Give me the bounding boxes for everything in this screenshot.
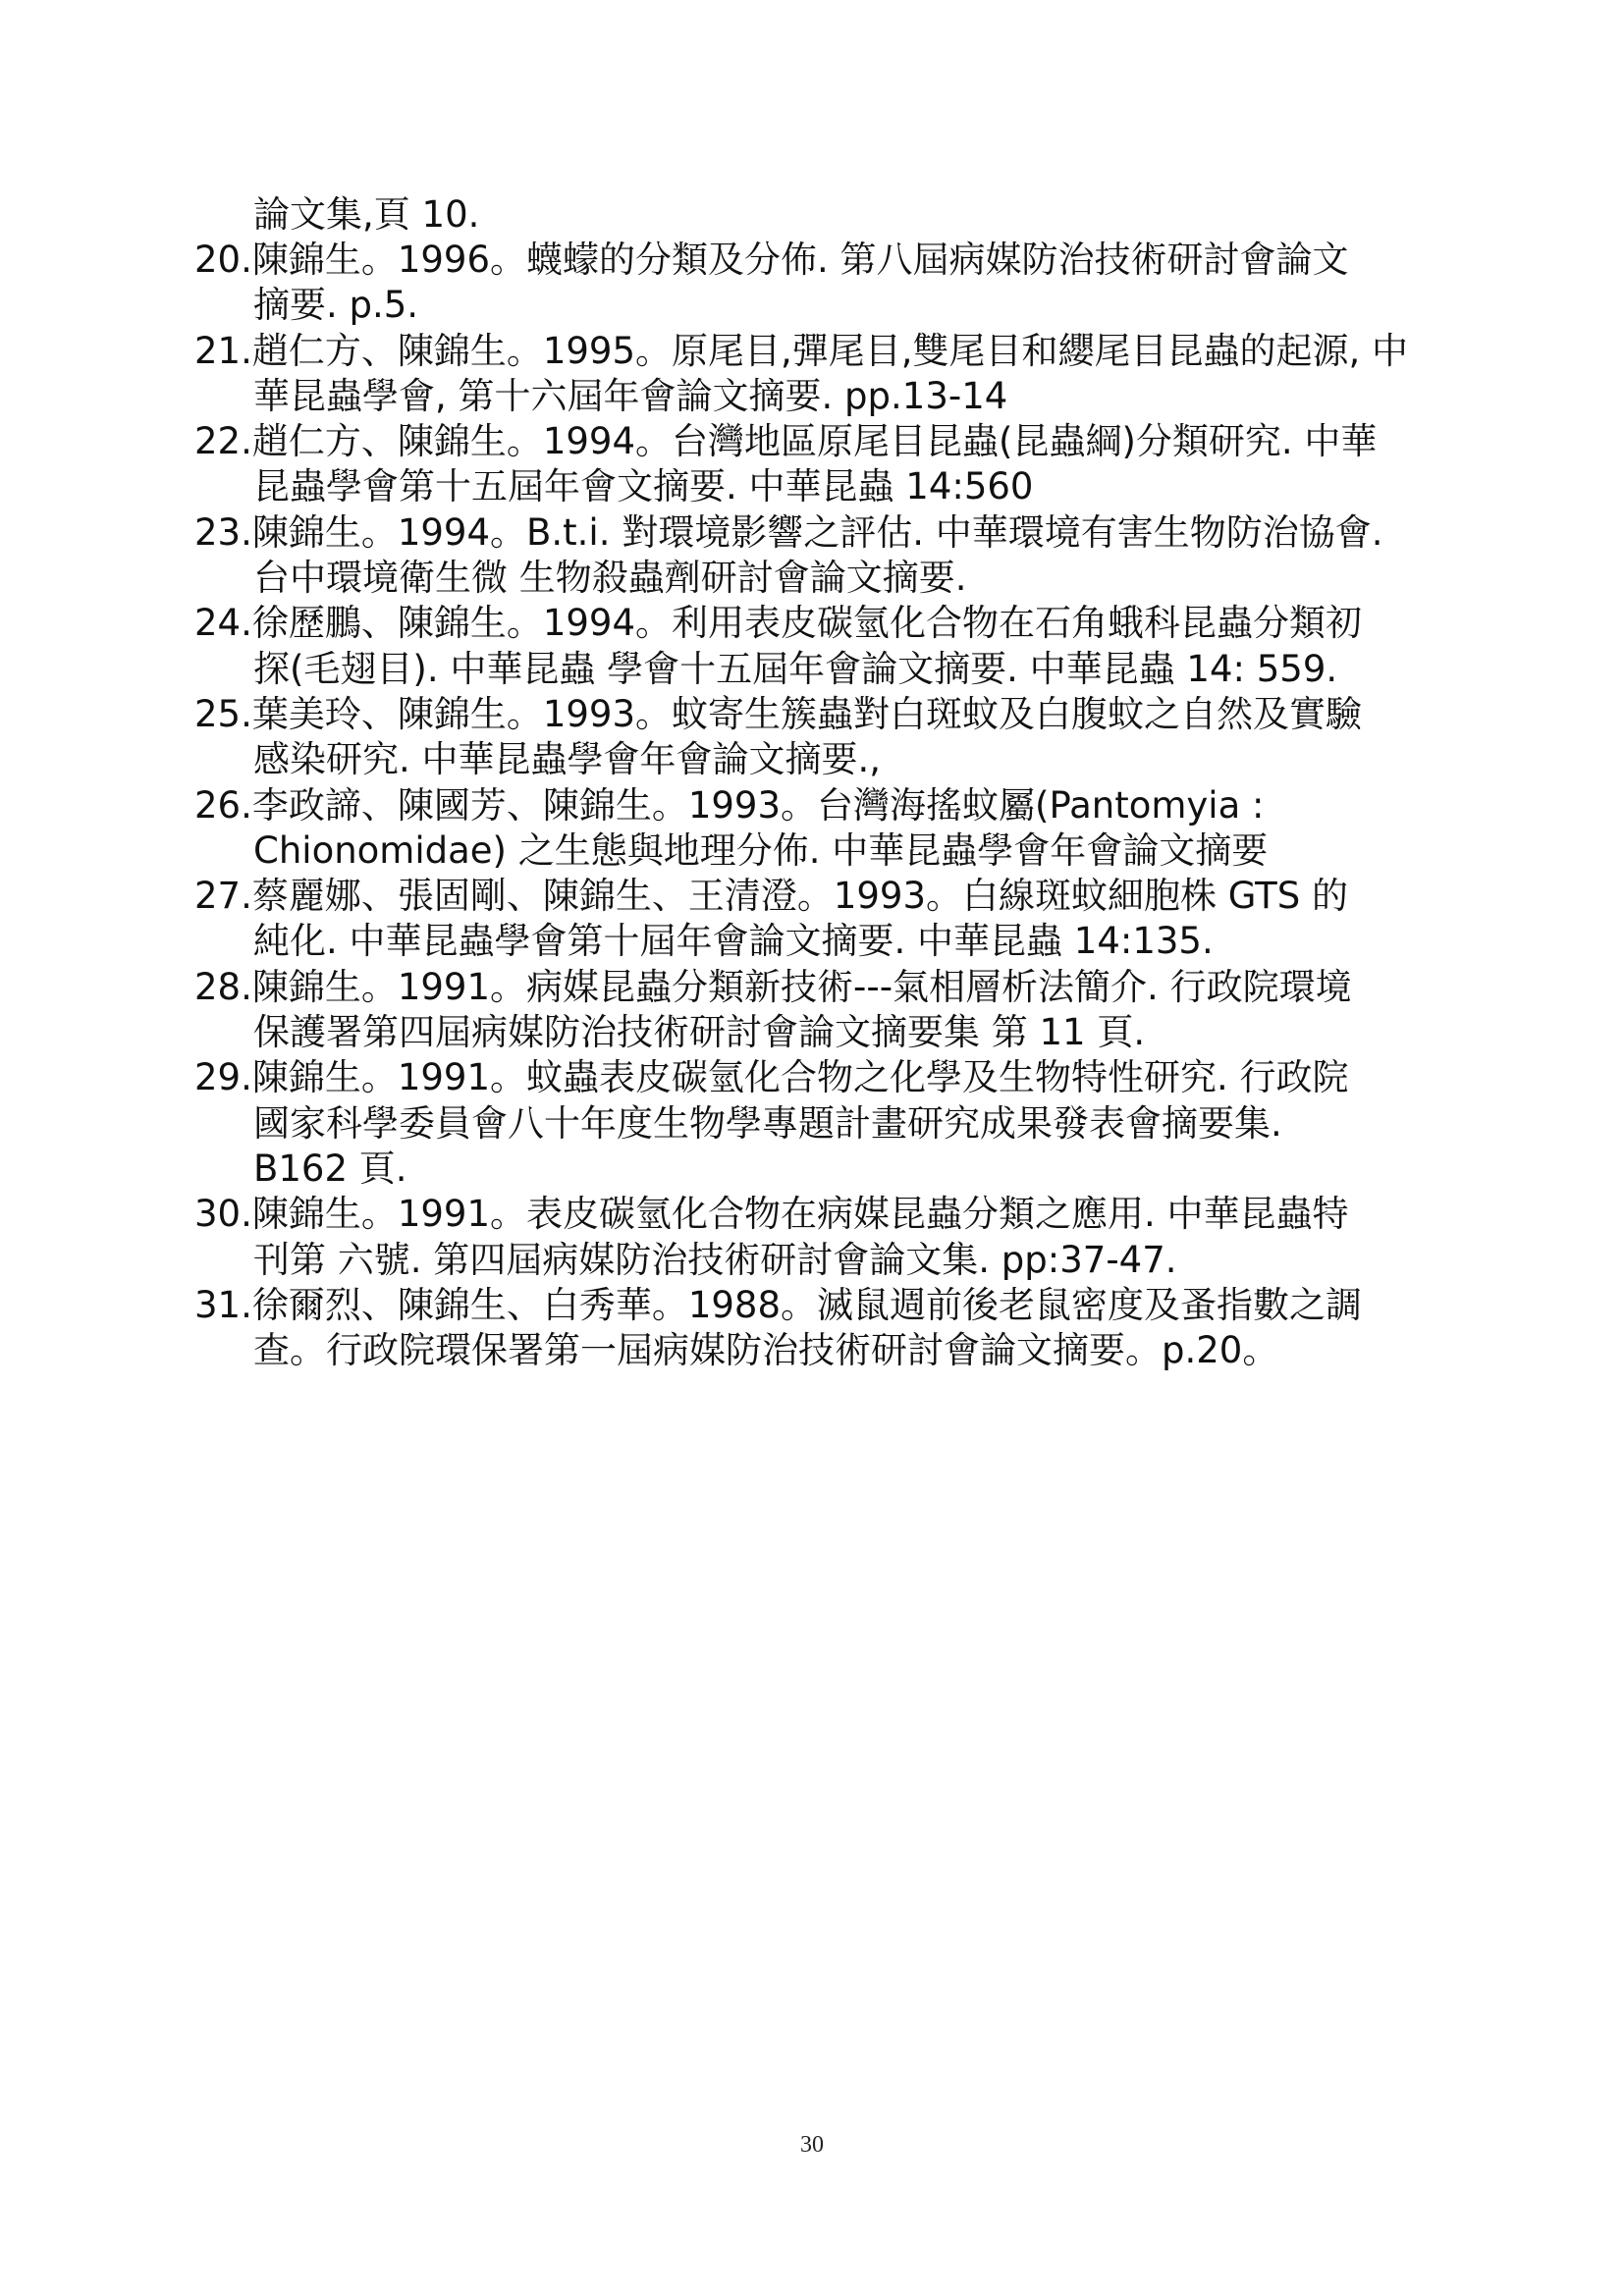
reference-entry: 31.徐爾烈、陳錦生、白秀華。1988。滅鼠週前後老鼠密度及蚤指數之調	[194, 1284, 1363, 1326]
reference-entry: 27.蔡麗娜、張固剛、陳錦生、王清澄。1993。白線斑蚊細胞株 GTS 的	[194, 875, 1348, 917]
text-line: 摘要. p.5.	[253, 284, 419, 326]
reference-entry: 29.陳錦生。1991。蚊蟲表皮碳氫化合物之化學及生物特性研究. 行政院	[194, 1056, 1349, 1098]
text-line: 查。行政院環保署第一屆病媒防治技術研討會論文摘要。p.20。	[253, 1329, 1279, 1371]
text-line: 論文集,頁 10.	[253, 193, 480, 236]
text-line: 探(毛翅目). 中華昆蟲 學會十五屆年會論文摘要. 中華昆蟲 14: 559.	[253, 648, 1338, 690]
text-line: 昆蟲學會第十五屆年會文摘要. 中華昆蟲 14:560	[253, 465, 1034, 507]
text-line: Chionomidae) 之生態與地理分佈. 中華昆蟲學會年會論文摘要	[253, 829, 1269, 872]
text-line: 純化. 中華昆蟲學會第十屆年會論文摘要. 中華昆蟲 14:135.	[253, 920, 1214, 962]
reference-entry: 26.李政諦、陳國芳、陳錦生。1993。台灣海搖蚊屬(Pantomyia :	[194, 784, 1265, 827]
text-line: B162 頁.	[253, 1148, 407, 1190]
reference-entry: 20.陳錦生。1996。蠛蠓的分類及分佈. 第八屆病媒防治技術研討會論文	[194, 239, 1349, 281]
text-line: 保護署第四屆病媒防治技術研討會論文摘要集 第 11 頁.	[253, 1011, 1146, 1053]
reference-entry: 21.趙仁方、陳錦生。1995。原尾目,彈尾目,雙尾目和纓尾目昆蟲的起源, 中	[194, 330, 1409, 372]
reference-entry: 25.葉美玲、陳錦生。1993。蚊寄生簇蟲對白斑蚊及白腹蚊之自然及實驗	[194, 693, 1363, 735]
text-line: 感染研究. 中華昆蟲學會年會論文摘要.,	[253, 738, 882, 780]
reference-entry: 23.陳錦生。1994。B.t.i. 對環境影響之評估. 中華環境有害生物防治協會.	[194, 511, 1383, 554]
page-number: 30	[800, 2132, 824, 2158]
reference-entry: 28.陳錦生。1991。病媒昆蟲分類新技術---氣相層析法簡介. 行政院環境	[194, 966, 1352, 1008]
reference-entry: 30.陳錦生。1991。表皮碳氫化合物在病媒昆蟲分類之應用. 中華昆蟲特	[194, 1193, 1349, 1235]
reference-entry: 22.趙仁方、陳錦生。1994。台灣地區原尾目昆蟲(昆蟲綱)分類研究. 中華	[194, 420, 1378, 462]
text-line: 刊第 六號. 第四屆病媒防治技術研討會論文集. pp:37-47.	[253, 1239, 1177, 1281]
text-line: 台中環境衛生微 生物殺蟲劑研討會論文摘要.	[253, 557, 967, 599]
text-line: 國家科學委員會八十年度生物學專題計畫研究成果發表會摘要集.	[253, 1102, 1282, 1145]
text-line: 華昆蟲學會, 第十六屆年會論文摘要. pp.13-14	[253, 375, 1008, 417]
reference-entry: 24.徐歷鵬、陳錦生。1994。利用表皮碳氫化合物在石角蛾科昆蟲分類初	[194, 602, 1363, 644]
